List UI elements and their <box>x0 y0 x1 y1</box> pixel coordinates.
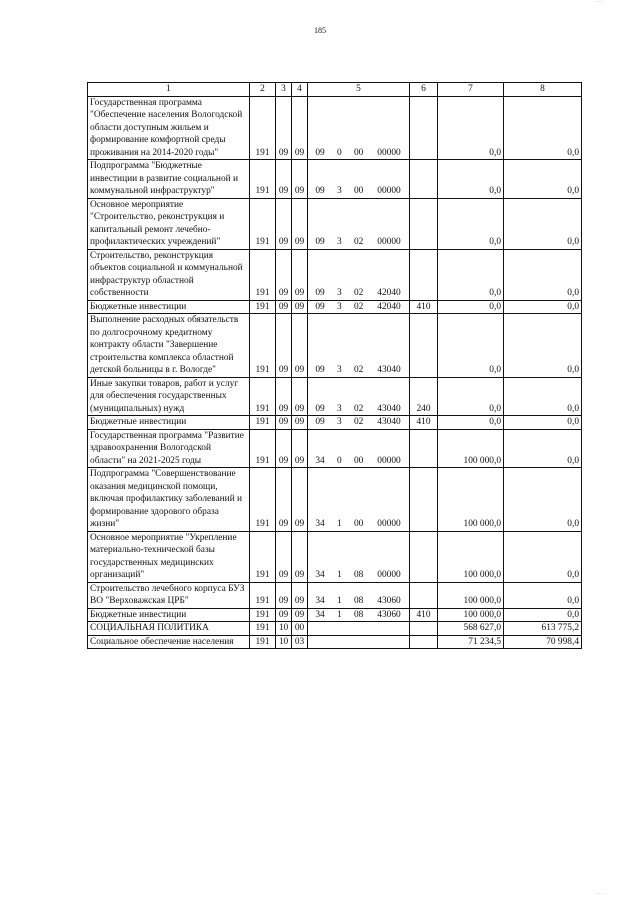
target-code-part: 00000 <box>377 237 401 247</box>
target-code-part: 3 <box>336 417 342 427</box>
header-cell: 3 <box>276 83 292 97</box>
expense-type-code: 410 <box>410 416 438 430</box>
row-name: Государственная программа "Развитие здравоохранения Вологодской области" на 2021-2025 годы <box>88 429 250 468</box>
table-row <box>88 468 582 532</box>
target-article-code <box>308 300 410 314</box>
row-name: Подпрограмма "Бюджетные инвестиции в развитие социальной и коммунальной инфраструктур" <box>88 160 250 199</box>
header-cell: 1 <box>88 83 250 97</box>
target-code-part: 3 <box>336 186 342 196</box>
code-section: 09 <box>276 300 292 314</box>
code-chapter: 191 <box>250 198 276 249</box>
corner-mark-top: ·· · <box>596 0 603 5</box>
target-code-part: 09 <box>315 301 325 312</box>
amount-col8: 0,0 <box>504 582 582 608</box>
target-article-code <box>308 608 410 622</box>
target-code-part: 00000 <box>377 186 401 196</box>
amount-col7: 100 000,0 <box>438 468 504 532</box>
code-subsection: 09 <box>292 314 308 378</box>
amount-col7: 0,0 <box>438 96 504 160</box>
expense-type-code: 410 <box>410 608 438 622</box>
amount-col8: 0,0 <box>504 300 582 314</box>
amount-col8: 0,0 <box>504 160 582 199</box>
target-article-code <box>308 249 410 300</box>
target-code-part: 08 <box>353 570 364 580</box>
target-code-part: 3 <box>336 288 342 298</box>
table-row <box>88 622 582 636</box>
target-code-part: 00000 <box>377 519 401 529</box>
amount-col7: 0,0 <box>438 249 504 300</box>
table-row <box>88 160 582 199</box>
code-subsection: 09 <box>292 429 308 468</box>
code-chapter: 191 <box>250 582 276 608</box>
target-article-code <box>308 314 410 378</box>
header-cell: 6 <box>410 83 438 97</box>
target-article-code <box>308 429 410 468</box>
code-section: 09 <box>276 249 292 300</box>
expense-type-code <box>410 160 438 199</box>
header-cell: 8 <box>504 83 582 97</box>
table-row <box>88 635 582 649</box>
expense-type-code: 410 <box>410 300 438 314</box>
target-code-part: 3 <box>336 403 342 414</box>
code-chapter: 191 <box>250 249 276 300</box>
row-name: Социальное обеспечение населения <box>88 635 250 649</box>
amount-col8: 0,0 <box>504 198 582 249</box>
target-article-code <box>308 635 410 649</box>
amount-col7: 0,0 <box>438 198 504 249</box>
table-row <box>88 582 582 608</box>
target-article-code <box>308 160 410 199</box>
expense-type-code <box>410 314 438 378</box>
page-number: 185 <box>314 26 326 35</box>
code-chapter: 191 <box>250 96 276 160</box>
code-section: 09 <box>276 416 292 430</box>
target-code-part: 02 <box>353 288 364 298</box>
table-row <box>88 300 582 314</box>
expense-type-code: 240 <box>410 377 438 416</box>
expense-type-code <box>410 198 438 249</box>
row-name: Основное мероприятие "Укрепление материально-технической базы государственных медицинских организаций" <box>88 531 250 582</box>
target-code-part: 1 <box>336 570 342 580</box>
code-section: 09 <box>276 608 292 622</box>
code-section: 09 <box>276 429 292 468</box>
expense-type-code <box>410 429 438 468</box>
code-subsection: 00 <box>292 622 308 636</box>
table-row <box>88 377 582 416</box>
code-section: 09 <box>276 377 292 416</box>
code-chapter: 191 <box>250 635 276 649</box>
amount-col8: 0,0 <box>504 314 582 378</box>
code-subsection: 09 <box>292 160 308 199</box>
code-chapter: 191 <box>250 300 276 314</box>
target-code-part: 09 <box>315 186 325 196</box>
table-row <box>88 96 582 160</box>
target-code-part: 34 <box>315 609 325 620</box>
code-subsection: 09 <box>292 468 308 532</box>
target-code-part: 34 <box>315 519 325 529</box>
target-code-part: 09 <box>315 237 325 247</box>
target-code-part: 43040 <box>377 403 401 414</box>
target-article-code <box>308 531 410 582</box>
code-subsection: 09 <box>292 531 308 582</box>
expense-type-code <box>410 531 438 582</box>
code-subsection: 09 <box>292 377 308 416</box>
table-row <box>88 198 582 249</box>
code-chapter: 191 <box>250 416 276 430</box>
target-code-part: 08 <box>353 609 364 620</box>
target-code-part: 00 <box>353 147 364 158</box>
expense-type-code <box>410 622 438 636</box>
code-chapter: 191 <box>250 531 276 582</box>
header-cell: 7 <box>438 83 504 97</box>
row-name: Основное мероприятие "Строительство, реконструкция и капитальный ремонт лечебно-профилактических учреждений" <box>88 198 250 249</box>
target-code-part: 00 <box>353 519 364 529</box>
target-code-part: 09 <box>315 365 325 375</box>
expense-type-code <box>410 468 438 532</box>
amount-col7: 100 000,0 <box>438 582 504 608</box>
code-section: 09 <box>276 582 292 608</box>
code-subsection: 09 <box>292 96 308 160</box>
target-code-part: 09 <box>315 147 325 158</box>
amount-col8: 0,0 <box>504 429 582 468</box>
target-code-part: 1 <box>336 519 342 529</box>
row-name: Бюджетные инвестиции <box>88 300 250 314</box>
code-chapter: 191 <box>250 160 276 199</box>
target-code-part: 02 <box>353 365 364 375</box>
target-code-part: 09 <box>315 403 325 414</box>
header-row <box>88 83 582 97</box>
code-section: 09 <box>276 531 292 582</box>
code-subsection: 09 <box>292 300 308 314</box>
expense-type-code <box>410 582 438 608</box>
table-row <box>88 608 582 622</box>
target-code-part: 42040 <box>377 301 401 312</box>
amount-col8: 0,0 <box>504 608 582 622</box>
code-chapter: 191 <box>250 314 276 378</box>
target-code-part: 0 <box>336 147 342 158</box>
amount-col7: 0,0 <box>438 416 504 430</box>
amount-col7: 0,0 <box>438 314 504 378</box>
expense-type-code <box>410 635 438 649</box>
target-code-part: 02 <box>353 301 364 312</box>
expense-type-code <box>410 249 438 300</box>
budget-table <box>87 82 582 649</box>
code-subsection: 09 <box>292 416 308 430</box>
amount-col8: 70 998,4 <box>504 635 582 649</box>
target-article-code <box>308 96 410 160</box>
table-row <box>88 429 582 468</box>
row-name: Подпрограмма "Совершенствование оказания медицинской помощи, включая профилактику заболеваний и формирование здорового образа жизни" <box>88 468 250 532</box>
amount-col7: 0,0 <box>438 160 504 199</box>
amount-col7: 100 000,0 <box>438 531 504 582</box>
target-code-part: 34 <box>315 596 325 606</box>
code-section: 09 <box>276 468 292 532</box>
corner-mark-bottom: · ·· · <box>596 892 606 897</box>
code-section: 10 <box>276 635 292 649</box>
code-subsection: 09 <box>292 582 308 608</box>
target-code-part: 08 <box>353 596 364 606</box>
code-section: 09 <box>276 314 292 378</box>
amount-col8: 0,0 <box>504 249 582 300</box>
amount-col8: 0,0 <box>504 377 582 416</box>
target-article-code <box>308 622 410 636</box>
target-code-part: 00000 <box>377 455 401 466</box>
target-code-part: 00 <box>353 455 364 466</box>
code-section: 09 <box>276 160 292 199</box>
amount-col7: 100 000,0 <box>438 429 504 468</box>
table-row <box>88 531 582 582</box>
code-chapter: 191 <box>250 468 276 532</box>
target-code-part: 1 <box>336 609 342 620</box>
target-code-part: 43040 <box>377 417 401 427</box>
target-code-part: 0 <box>336 455 342 466</box>
code-section: 09 <box>276 198 292 249</box>
target-code-part: 43060 <box>377 596 401 606</box>
target-code-part: 3 <box>336 365 342 375</box>
target-code-part: 00 <box>353 186 364 196</box>
row-name: Государственная программа "Обеспечение населения Вологодской области доступным жильем и формирование комфортной среды проживания на 2014-2020 годы" <box>88 96 250 160</box>
header-cell: 5 <box>308 83 410 97</box>
target-code-part: 1 <box>336 596 342 606</box>
target-code-part: 09 <box>315 417 325 427</box>
header-cell: 2 <box>250 83 276 97</box>
amount-col7: 0,0 <box>438 300 504 314</box>
header-cell: 4 <box>292 83 308 97</box>
code-subsection: 09 <box>292 198 308 249</box>
amount-col7: 71 234,5 <box>438 635 504 649</box>
table-body <box>88 83 582 649</box>
amount-col7: 0,0 <box>438 377 504 416</box>
row-name: Бюджетные инвестиции <box>88 416 250 430</box>
target-article-code <box>308 377 410 416</box>
target-code-part: 43060 <box>377 609 401 620</box>
amount-col8: 0,0 <box>504 468 582 532</box>
table-row <box>88 416 582 430</box>
row-name: Строительство, реконструкция объектов социальной и коммунальной инфраструктур областной собственности <box>88 249 250 300</box>
target-code-part: 09 <box>315 288 325 298</box>
table-row <box>88 249 582 300</box>
code-section: 10 <box>276 622 292 636</box>
target-code-part: 3 <box>336 301 342 312</box>
target-article-code <box>308 198 410 249</box>
row-name: Выполнение расходных обязательств по долгосрочному кредитному контракту области "Завершение строительства комплекса областной детской больницы в г. Вологде" <box>88 314 250 378</box>
target-code-part: 02 <box>353 417 364 427</box>
target-code-part: 34 <box>315 570 325 580</box>
code-chapter: 191 <box>250 377 276 416</box>
target-code-part: 3 <box>336 237 342 247</box>
code-chapter: 191 <box>250 622 276 636</box>
amount-col8: 0,0 <box>504 531 582 582</box>
amount-col8: 0,0 <box>504 96 582 160</box>
code-chapter: 191 <box>250 429 276 468</box>
row-name: Строительство лечебного корпуса БУЗ ВО "Верховажская ЦРБ" <box>88 582 250 608</box>
amount-col7: 568 627,0 <box>438 622 504 636</box>
code-chapter: 191 <box>250 608 276 622</box>
code-subsection: 09 <box>292 608 308 622</box>
amount-col7: 100 000,0 <box>438 608 504 622</box>
target-article-code <box>308 582 410 608</box>
code-section: 09 <box>276 96 292 160</box>
code-subsection: 09 <box>292 249 308 300</box>
target-article-code <box>308 416 410 430</box>
amount-col8: 613 775,2 <box>504 622 582 636</box>
target-code-part: 00000 <box>377 570 401 580</box>
target-code-part: 43040 <box>377 365 401 375</box>
target-code-part: 00000 <box>377 147 401 158</box>
row-name: Бюджетные инвестиции <box>88 608 250 622</box>
amount-col8: 0,0 <box>504 416 582 430</box>
table-row <box>88 314 582 378</box>
row-name: СОЦИАЛЬНАЯ ПОЛИТИКА <box>88 622 250 636</box>
target-code-part: 42040 <box>377 288 401 298</box>
target-code-part: 02 <box>353 403 364 414</box>
row-name: Иные закупки товаров, работ и услуг для обеспечения государственных (муниципальных) нужд <box>88 377 250 416</box>
target-article-code <box>308 468 410 532</box>
expense-type-code <box>410 96 438 160</box>
target-code-part: 02 <box>353 237 364 247</box>
target-code-part: 34 <box>315 455 325 466</box>
code-subsection: 03 <box>292 635 308 649</box>
